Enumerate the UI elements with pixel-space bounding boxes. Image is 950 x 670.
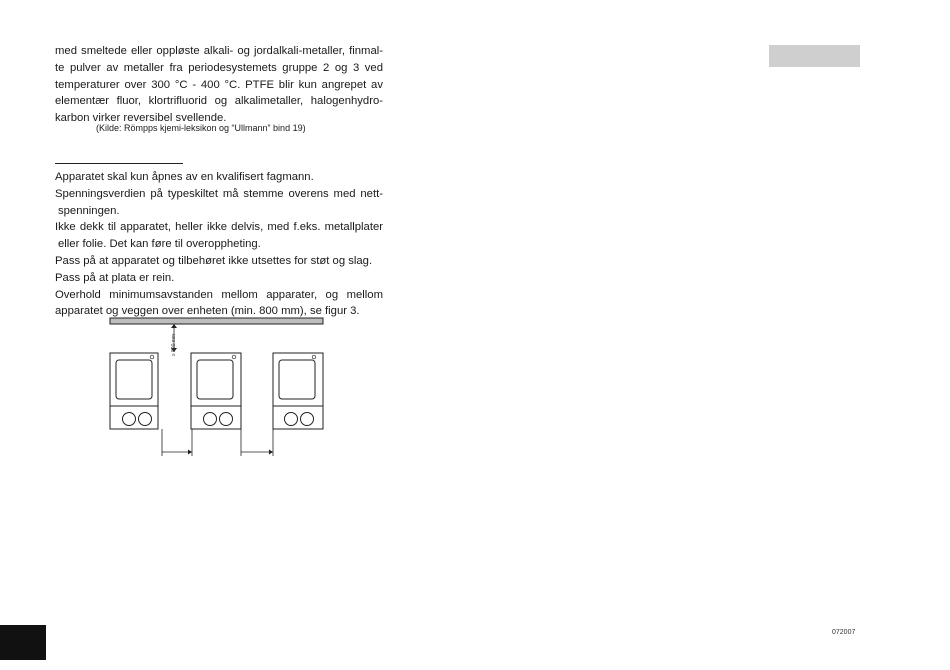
safety-item-4: Pass på at apparatet og tilbehøret ikke utsettes for støt og slag. bbox=[55, 254, 373, 267]
heating-plate bbox=[279, 360, 315, 399]
spacing-dimension-left bbox=[162, 429, 192, 456]
dimension-label: ≥ 800 mm bbox=[171, 333, 178, 357]
wall-shelf bbox=[110, 318, 323, 324]
knob-icon bbox=[220, 413, 233, 426]
intro-line-4: elementær fluor, klortrifluorid og alkalimetaller, halogenhydro- bbox=[55, 95, 383, 108]
safety-item-2-line-2: spenningen. bbox=[58, 204, 120, 217]
safety-item-3-line-2: eller folie. Det kan føre til overoppheting. bbox=[58, 238, 261, 251]
indicator-icon bbox=[232, 355, 236, 359]
appliance-middle bbox=[191, 353, 241, 429]
figure-3-spacing-diagram bbox=[105, 313, 330, 459]
appliance-left bbox=[110, 353, 158, 429]
intro-line-5: karbon virker reversibel svellende. bbox=[55, 112, 227, 125]
arrow-up-icon bbox=[171, 324, 177, 328]
safety-item-6-line-1: Overhold minimumsavstanden mellom apparater, og mellom bbox=[55, 288, 383, 301]
knob-icon bbox=[204, 413, 217, 426]
safety-instructions bbox=[55, 169, 383, 320]
arrow-right-icon bbox=[188, 450, 192, 455]
knob-icon bbox=[123, 413, 136, 426]
safety-item-1: Apparatet skal kun åpnes av en kvalifisert fagmann. bbox=[55, 171, 314, 183]
arrow-right-icon bbox=[269, 450, 273, 455]
section-tab bbox=[769, 45, 860, 67]
heating-plate bbox=[116, 360, 152, 399]
document-code: 072007 bbox=[832, 629, 856, 636]
intro-line-3: temperaturer over 300 °C - 400 °C. PTFE blir kun angrepet av bbox=[55, 78, 383, 91]
knob-icon bbox=[301, 413, 314, 426]
knob-icon bbox=[285, 413, 298, 426]
section-divider bbox=[55, 163, 183, 164]
knob-icon bbox=[139, 413, 152, 426]
page-edge-marker bbox=[0, 625, 46, 660]
source-citation: (Kilde: Römpps kjemi-leksikon og “Ullmann” bind 19) bbox=[96, 123, 306, 133]
intro-line-2: te pulver av metaller fra periodesystemets gruppe 2 og 3 ved bbox=[55, 61, 383, 74]
spacing-dimension-right bbox=[241, 429, 273, 456]
appliance-right bbox=[273, 353, 323, 429]
safety-item-6-line-2: apparatet og veggen over enheten (min. 800 mm), se figur 3. bbox=[55, 305, 360, 318]
safety-item-5: Pass på at plata er rein. bbox=[55, 271, 175, 284]
safety-item-2-line-1: Spenningsverdien på typeskiltet må stemme overens med nett- bbox=[55, 187, 383, 200]
intro-paragraph bbox=[55, 43, 383, 127]
safety-item-3-line-1: Ikke dekk til apparatet, heller ikke delvis, med f.eks. metallplater bbox=[55, 221, 383, 234]
indicator-icon bbox=[150, 355, 154, 359]
intro-line-1: med smeltede eller oppløste alkali- og jordalkali-metaller, finmal- bbox=[55, 45, 383, 57]
indicator-icon bbox=[312, 355, 316, 359]
heating-plate bbox=[197, 360, 233, 399]
